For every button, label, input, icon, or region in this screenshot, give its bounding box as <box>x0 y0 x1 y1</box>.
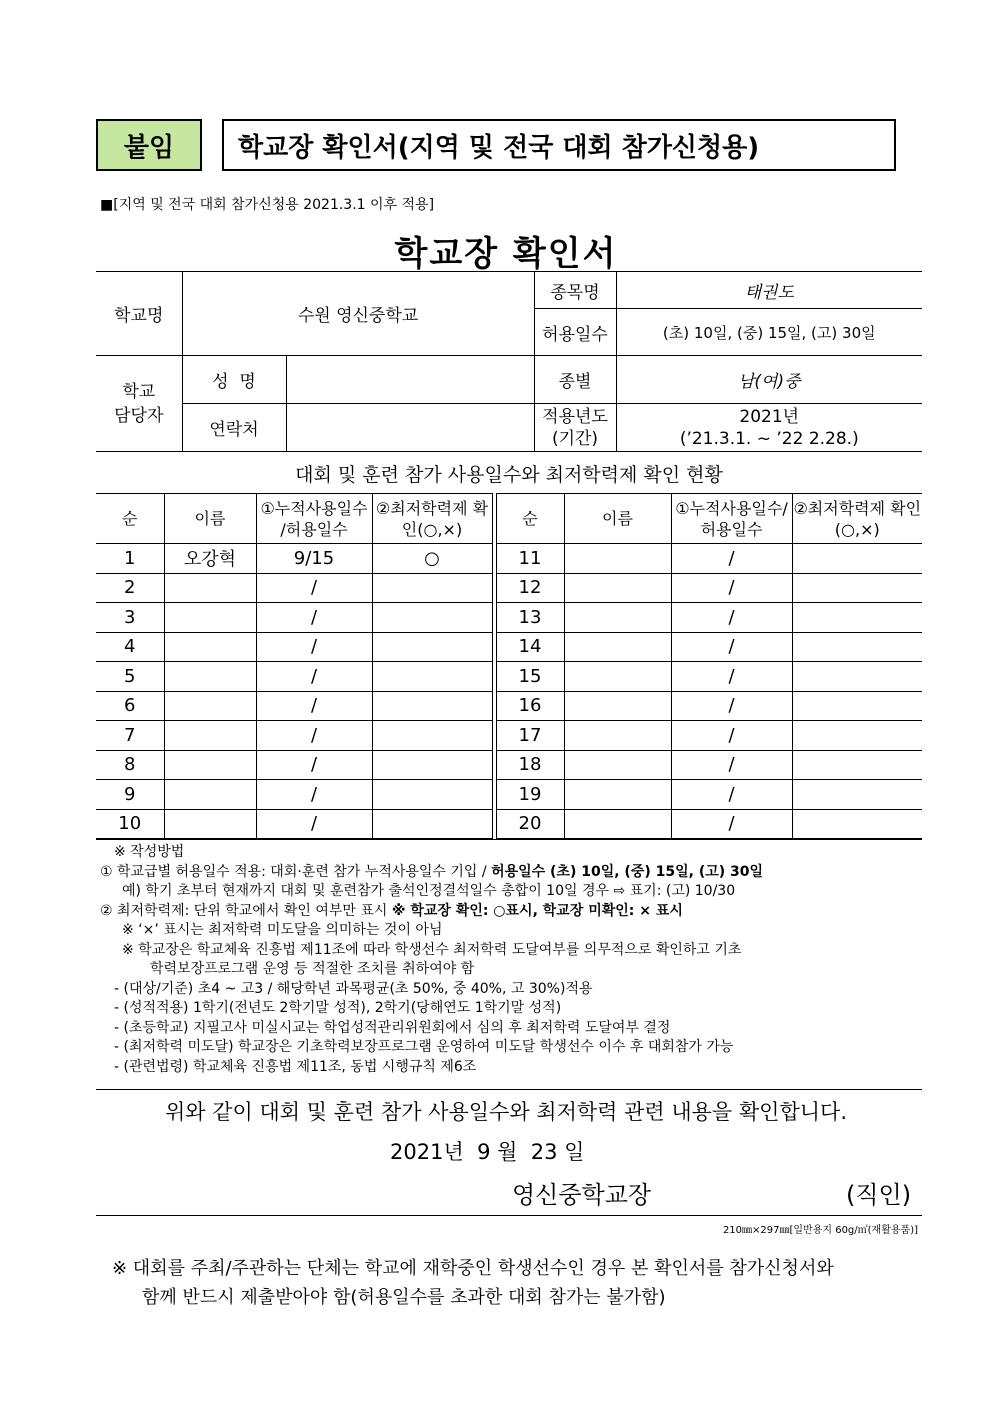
row-name-right[interactable] <box>564 809 671 839</box>
footnote-line-1: ※ 대회를 주최/주관하는 단체는 학교에 재학중인 학생선수인 경우 본 확인서를 참가신청서와 <box>112 1258 834 1279</box>
row-min-right[interactable] <box>792 691 922 721</box>
row-seq-right: 13 <box>496 603 564 633</box>
table-row <box>96 691 922 721</box>
row-seq-right: 14 <box>496 632 564 662</box>
usage-table <box>96 493 922 839</box>
row-min-left[interactable]: ○ <box>372 544 492 574</box>
year-label: 적용년도 (기간) <box>534 404 616 452</box>
row-min-right[interactable] <box>792 632 922 662</box>
confirm-statement: 위와 같이 대회 및 훈련 참가 사용일수와 최저학력 관련 내용을 확인합니다. <box>164 1100 847 1124</box>
row-name-left[interactable] <box>164 603 256 633</box>
header-min-right: ②최저학력제 확인(○,×) <box>792 494 922 544</box>
row-seq-left: 5 <box>96 662 164 692</box>
school-value: 수원 영신중학교 <box>182 272 534 356</box>
row-min-left[interactable] <box>372 721 492 751</box>
note-example: 예) 학기 초부터 현재까지 대회 및 훈련참가 출석인정결석일수 총합이 10일 경우 ⇨ 표기: (고) 10/30 <box>122 883 736 899</box>
row-name-left[interactable] <box>164 721 256 751</box>
applies-note: ■[지역 및 전국 대회 참가신청용 2021.3.1 이후 적용] <box>100 197 435 213</box>
row-seq-left: 10 <box>96 809 164 839</box>
contact-label: 연락처 <box>182 404 286 452</box>
row-seq-right: 19 <box>496 780 564 810</box>
days-value: (초) 10일, (중) 15일, (고) 30일 <box>616 309 922 356</box>
row-days-left[interactable]: / <box>256 691 372 721</box>
row-name-left[interactable] <box>164 662 256 692</box>
row-days-left[interactable]: / <box>256 603 372 633</box>
row-days-right[interactable]: / <box>671 780 792 810</box>
row-days-right[interactable]: / <box>671 603 792 633</box>
note-2-sub-2: ※ 학교장은 학교체육 진흥법 제11조에 따라 학생선수 최저학력 도달여부를 의무적으로 확인하고 기초 <box>122 941 742 958</box>
table-row <box>96 750 922 780</box>
row-seq-left: 1 <box>96 544 164 574</box>
note-target: - (대상/기준) 초4 ~ 고3 / 해당학년 과목평균(초 50%, 중 40%, 고 30%)적용 <box>114 980 593 997</box>
header-min-left: ②최저학력제 확인(○,×) <box>372 494 492 544</box>
name-label: 성 명 <box>182 356 286 404</box>
row-days-left[interactable]: / <box>256 573 372 603</box>
row-min-left[interactable] <box>372 780 492 810</box>
attachment-badge: 붙임 <box>96 119 202 171</box>
table-row <box>96 721 922 751</box>
row-seq-left: 3 <box>96 603 164 633</box>
divider <box>96 1089 922 1090</box>
info-table <box>96 271 922 452</box>
note-elementary: - (초등학교) 지필고사 미실시교는 학업성적관리위원회에서 심의 후 최저학력 도달여부 결정 <box>114 1019 671 1036</box>
row-name-right[interactable] <box>564 603 671 633</box>
footnote <box>112 1254 834 1312</box>
row-seq-left: 9 <box>96 780 164 810</box>
note-grades: - (성적적용) 1학기(전년도 2학기말 성적), 2학기(당해연도 1학기말 성적) <box>114 1000 562 1016</box>
row-days-left[interactable]: / <box>256 721 372 751</box>
note-2-sub-1: ※ ‘×’ 표시는 최저학력 미도달을 의미하는 것이 아님 <box>122 922 443 938</box>
header-title: 학교장 확인서(지역 및 전국 대회 참가신청용) <box>222 119 896 171</box>
school-label: 학교명 <box>96 272 182 356</box>
row-min-right[interactable] <box>792 603 922 633</box>
row-name-left[interactable] <box>164 691 256 721</box>
row-seq-right: 11 <box>496 544 564 574</box>
row-min-left[interactable] <box>372 662 492 692</box>
row-days-left[interactable]: / <box>256 662 372 692</box>
official-seal: (직인) <box>846 1181 912 1209</box>
type-label: 종별 <box>534 356 616 404</box>
type-value: 남(여)중 <box>616 356 922 404</box>
row-days-right[interactable]: / <box>671 662 792 692</box>
note-2-sub-2-cont: 학력보장프로그램 운영 등 적절한 조치를 취하여야 함 <box>150 961 475 977</box>
table-row <box>96 809 922 839</box>
row-days-right[interactable]: / <box>671 691 792 721</box>
year-cell <box>616 404 922 452</box>
instructions <box>100 843 926 1077</box>
header-name-right: 이름 <box>564 494 671 544</box>
row-days-right[interactable]: / <box>671 544 792 574</box>
days-label: 허용일수 <box>534 309 616 356</box>
row-min-right[interactable] <box>792 544 922 574</box>
row-name-left[interactable] <box>164 809 256 839</box>
row-min-left[interactable] <box>372 632 492 662</box>
note-law: - (관련법령) 학교체육 진흥법 제11조, 동법 시행규칙 제6조 <box>114 1058 477 1075</box>
manager-label: 학교 담당자 <box>96 356 182 452</box>
page-title: 학교장 확인서 <box>394 234 618 274</box>
principal-name: 영신중학교장 <box>512 1181 652 1209</box>
header-days-left: ①누적사용일수 /허용일수 <box>256 494 372 544</box>
row-name-left[interactable]: 오강혁 <box>164 544 256 574</box>
footnote-line-2: 함께 반드시 제출받아야 함(허용일수를 초과한 대회 참가는 불가함) <box>142 1287 666 1308</box>
row-days-right[interactable]: / <box>671 573 792 603</box>
row-seq-left: 6 <box>96 691 164 721</box>
row-min-right[interactable] <box>792 662 922 692</box>
row-seq-left: 8 <box>96 750 164 780</box>
row-min-right[interactable] <box>792 750 922 780</box>
name-value[interactable] <box>286 356 534 404</box>
table-row <box>96 780 922 810</box>
row-name-right[interactable] <box>564 750 671 780</box>
row-min-left[interactable] <box>372 573 492 603</box>
table-row <box>96 662 922 692</box>
row-seq-right: 17 <box>496 721 564 751</box>
row-name-right[interactable] <box>564 721 671 751</box>
row-min-right[interactable] <box>792 780 922 810</box>
row-days-left[interactable]: / <box>256 780 372 810</box>
table-row <box>96 573 922 603</box>
usage-title: 대회 및 훈련 참가 사용일수와 최저학력제 확인 현황 <box>295 464 723 486</box>
sport-label: 종목명 <box>534 272 616 309</box>
row-days-right[interactable]: / <box>671 632 792 662</box>
row-min-right[interactable] <box>792 809 922 839</box>
row-days-right[interactable]: / <box>671 750 792 780</box>
row-name-left[interactable] <box>164 780 256 810</box>
row-days-left[interactable]: / <box>256 632 372 662</box>
row-name-left[interactable] <box>164 632 256 662</box>
row-seq-right: 12 <box>496 573 564 603</box>
row-name-right[interactable] <box>564 662 671 692</box>
row-days-left[interactable]: / <box>256 809 372 839</box>
contact-value[interactable] <box>286 404 534 452</box>
table-row <box>96 544 922 574</box>
note-2: ② 최저학력제: 단위 학교에서 확인 여부만 표시 ※ 학교장 확인: ○표시, 학교장 미확인: × 표시 <box>100 902 683 919</box>
header-seq-left: 순 <box>96 494 164 544</box>
issue-date: 2021년 9 월 23 일 <box>390 1140 585 1164</box>
row-seq-left: 2 <box>96 573 164 603</box>
paper-spec: 210㎜×297㎜[일반용지 60g/㎡(재활용품)] <box>722 1225 918 1236</box>
table-row <box>96 603 922 633</box>
row-name-right[interactable] <box>564 780 671 810</box>
row-name-right[interactable] <box>564 691 671 721</box>
row-name-left[interactable] <box>164 573 256 603</box>
row-seq-right: 18 <box>496 750 564 780</box>
row-days-left[interactable]: 9/15 <box>256 544 372 574</box>
notes-heading: ※ 작성방법 <box>114 844 185 860</box>
row-min-left[interactable] <box>372 750 492 780</box>
row-seq-left: 4 <box>96 632 164 662</box>
row-seq-right: 20 <box>496 809 564 839</box>
row-name-right[interactable] <box>564 573 671 603</box>
header-name-left: 이름 <box>164 494 256 544</box>
header-seq-right: 순 <box>496 494 564 544</box>
divider <box>96 839 922 840</box>
row-days-right[interactable]: / <box>671 809 792 839</box>
row-min-right[interactable] <box>792 721 922 751</box>
row-seq-left: 7 <box>96 721 164 751</box>
row-days-left[interactable]: / <box>256 750 372 780</box>
note-1: ① 학교급별 허용일수 적용: 대회·훈련 참가 누적사용일수 기입 / 허용일수 (초) 10일, (중) 15일, (고) 30일 <box>100 863 764 880</box>
sport-value: 태권도 <box>616 272 922 309</box>
table-row <box>96 632 922 662</box>
row-seq-right: 15 <box>496 662 564 692</box>
year-period: (’21.3.1. ~ ’22 2.28.) <box>679 428 859 449</box>
row-name-right[interactable] <box>564 544 671 574</box>
header-days-right: ①누적사용일수/ 허용일수 <box>671 494 792 544</box>
row-name-left[interactable] <box>164 750 256 780</box>
row-min-right[interactable] <box>792 573 922 603</box>
note-below: - (최저학력 미도달) 학교장은 기초학력보장프로그램 운영하여 미도달 학생선수 이수 후 대회참가 가능 <box>114 1039 734 1055</box>
row-seq-right: 16 <box>496 691 564 721</box>
year-value: 2021년 <box>739 406 800 427</box>
row-min-left[interactable] <box>372 603 492 633</box>
divider <box>96 1215 922 1216</box>
row-name-right[interactable] <box>564 632 671 662</box>
row-days-right[interactable]: / <box>671 721 792 751</box>
row-min-left[interactable] <box>372 809 492 839</box>
row-min-left[interactable] <box>372 691 492 721</box>
